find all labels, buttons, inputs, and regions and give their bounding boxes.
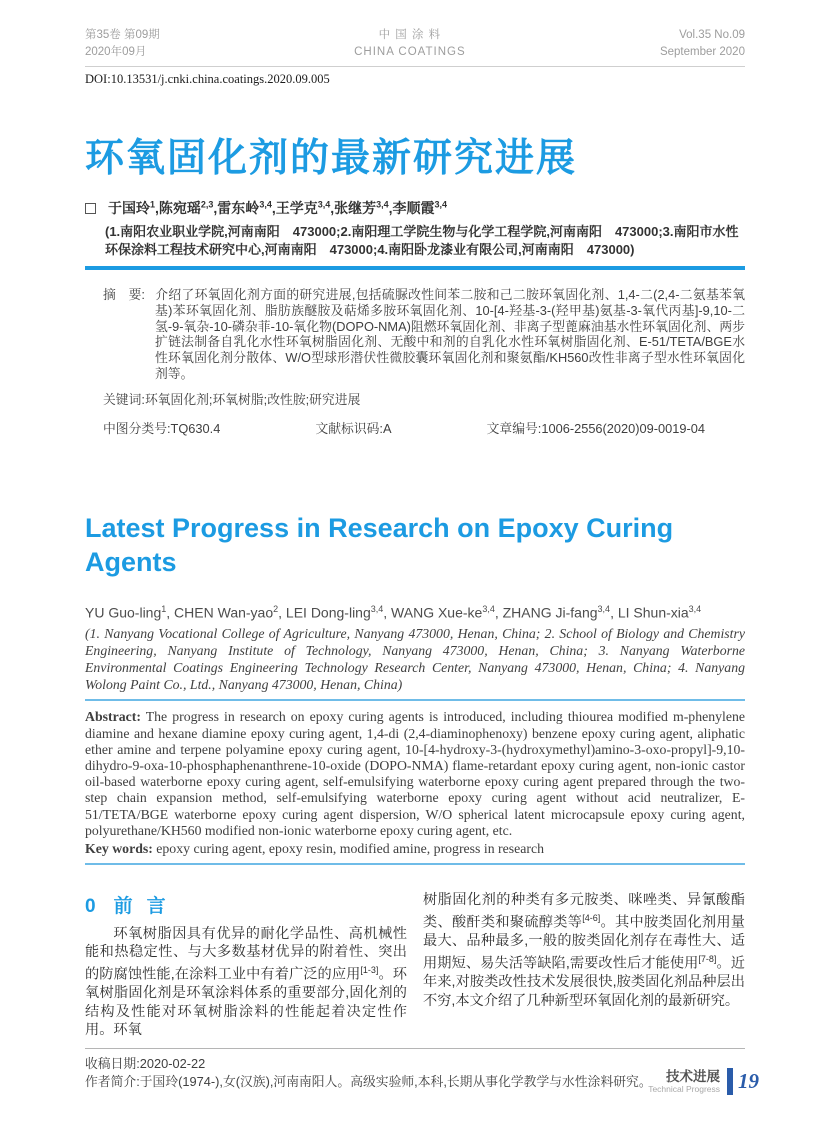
- volume-issue: 第35卷 第09期: [85, 29, 160, 41]
- keywords-en: [85, 841, 745, 857]
- footnote-divider: [85, 1048, 745, 1049]
- column-labels: [648, 1069, 720, 1094]
- right-column: [423, 891, 745, 1039]
- section-number: 0: [85, 896, 96, 918]
- abstract-en: [85, 709, 745, 839]
- accent-rule-mid-2: [85, 863, 745, 865]
- accent-rule-top: [85, 266, 745, 270]
- header-vol-info: [660, 28, 745, 60]
- author-bio: 作者简介:于国玲(1974-),女(汉族),河南南阳人。高级实验师,本科,长期从事化学教学与水性涂料研究。: [85, 1073, 652, 1089]
- affiliations-en: (1. Nanyang Vocational College of Agriculture, Nanyang 473000, Henan, China; 2. School of Biology and Chemistry Engineering, Nanyang Institute of Technology, Nanyang 473000, Henan, China; 3. Nanyang Waterborne Environmental Coatings Engineering Technology Research Center, Nanyang 473000, Henan, China; 4. Nanyang Wolong Paint Co., Ltd., Nanyang 473000, Henan, China): [85, 626, 745, 693]
- accent-rule-mid-1: [85, 699, 745, 701]
- issue-date-cn: 2020年09月: [85, 46, 147, 58]
- page-number: 19: [738, 1069, 759, 1093]
- keywords-label-en: Key words:: [85, 841, 153, 857]
- author-marker-box: [85, 203, 96, 214]
- doi-line: DOI:10.13531/j.cnki.china.coatings.2020.09.005: [85, 72, 330, 86]
- page-footer: [648, 1068, 759, 1095]
- journal-name: [354, 28, 466, 60]
- keywords-text-en: epoxy curing agent, epoxy resin, modified amine, progress in research: [152, 841, 544, 857]
- volume-number-en: Vol.35 No.09: [679, 29, 745, 41]
- clc-number: 中图分类号:TQ630.4: [103, 420, 221, 436]
- article-id: 文章编号:1006-2556(2020)09-0019-04: [486, 420, 705, 436]
- section-heading-intro: [85, 891, 407, 918]
- received-date: 收稿日期:2020-02-22: [85, 1056, 206, 1072]
- column-name-en: Technical Progress: [648, 1084, 720, 1094]
- article-title-cn: 环氧固化剂的最新研究进展: [85, 137, 578, 180]
- issue-date-en: September 2020: [659, 46, 745, 58]
- affiliations-cn: (1.南阳农业职业学院,河南南阳 473000;2.南阳理工学院生物与化学工程学院,河南南阳 473000;3.南阳市水性环保涂料工程技术研究中心,河南南阳 473000;4.南阳卧龙漆业有限公司,河南南阳 473000): [105, 224, 739, 257]
- left-column: [85, 891, 407, 1039]
- authors-cn: [85, 198, 745, 218]
- section-title: 前言: [113, 896, 180, 918]
- body-columns: [85, 891, 745, 1039]
- journal-name-cn: 中 国 涂 料: [378, 29, 442, 41]
- page-content: [85, 28, 745, 1090]
- journal-header: [85, 28, 745, 67]
- document-code: 文献标识码:A: [315, 420, 392, 436]
- abstract-cn: [103, 287, 745, 382]
- abstract-label-cn: 摘 要:: [103, 287, 145, 302]
- abstract-text-cn: 介绍了环氧固化剂方面的研究进展,包括硫脲改性间苯二胺和己二胺环氧固化剂、1,4-二(2,4-二氨基苯氧基)苯环氧固化剂、脂肪族醚胺及萜烯多胺环氧固化剂、10-[4-羟基-3-(羟甲基)氨基-3-氧代丙基]-9,10-二氢-9-氧杂-10-磷杂菲-10-氧化物(DOPO-NMA)阻燃环氧固化剂、非离子型蓖麻油基水性环氧固化剂、两步扩链法制备自乳化水性环氧树脂固化剂、无酸中和剂的自乳化水性环氧树脂固化剂、E-51/TETA/BGE水性环氧固化剂分散体、W/O型球形潜伏性微胶囊环氧固化剂和聚氨酯/KH560改性非离子型水性环氧固化剂等。: [155, 287, 745, 381]
- footnote-block: [85, 1055, 745, 1090]
- keywords-cn: 关键词:环氧固化剂;环氧树脂;改性胺;研究进展: [103, 391, 361, 407]
- column-name-cn: 技术进展: [666, 1069, 720, 1084]
- intro-paragraph-right: 树脂固化剂的种类有多元胺类、咪唑类、异氰酸酯类、酸酐类和聚硫醇类等[4-6]。其中胺类固化剂用量最大、品种最多,一般的胺类固化剂存在毒性大、适用期短、易失活等缺陷,需要改性后才能使用[7-8]。近年来,对胺类改性技术发展很快,胺类固化剂品种层出不穷,本文介绍了几种新型环氧固化剂的最新研究。: [423, 892, 745, 1009]
- page-number-bar: [727, 1068, 733, 1095]
- authors-cn-text: 于国玲$^1$,陈宛瑶$^{2,3}$,雷东岭$^{3,4}$,王学克$^{3,4}$,张继芳$^{3,4}$,李顺霞$^{3,4}$: [108, 199, 448, 216]
- abstract-text-en: The progress in research on epoxy curing agents is introduced, including thiourea modified m-phenylene diamine and hexane diamine epoxy curing agent, 1,4-di (2,4-diaminophenoxy) benzene epoxy curing agent, aliphatic ether amine and terpene polyamine epoxy curing agent, 10-[4-hydroxy-3-(hydroxymethyl)amino-3-oxo-propyl]-9,10-dihydro-9-oxa-10-phosphaphenanthrene-10-oxide (DOPO-NMA) flame-retardant epoxy curing agent, non-ionic castor oil-based waterborne epoxy curing agent, self-emulsifying waterborne epoxy curing agent prepared through the two-step chain expansion method, self-emulsifying waterborne epoxy curing agent without acid neutralizer, E-51/TETA/BGE waterborne epoxy curing agent dispersion, W/O spherical latent microcapsule epoxy curing agent, polyurethane/KH560 modified non-ionic waterborne epoxy curing agent, etc.: [85, 709, 745, 838]
- intro-paragraph-left: 环氧树脂因具有优异的耐化学品性、高机械性能和热稳定性、与大多数基材优异的附着性、突出的防腐蚀性能,在涂料工业中有着广泛的应用[1-3]。环氧树脂固化剂是环氧涂料体系的重要部分,固化剂的结构及性能对环氧树脂涂料的性能起着决定性作用。环氧: [85, 926, 407, 1038]
- abstract-label-en: Abstract:: [85, 709, 141, 725]
- journal-name-en: CHINA COATINGS: [354, 46, 466, 58]
- article-title-en: Latest Progress in Research on Epoxy Curing Agents: [85, 512, 674, 577]
- authors-en: YU Guo-ling$^1$, CHEN Wan-yao$^2$, LEI Dong-ling$^{3,4}$, WANG Xue-ke$^{3,4}$, ZHANG Ji-fang$^{3,4}$, LI Shun-xia$^{3,4}$: [85, 603, 702, 621]
- header-issue-info: [85, 28, 160, 60]
- classification-row: [103, 418, 705, 437]
